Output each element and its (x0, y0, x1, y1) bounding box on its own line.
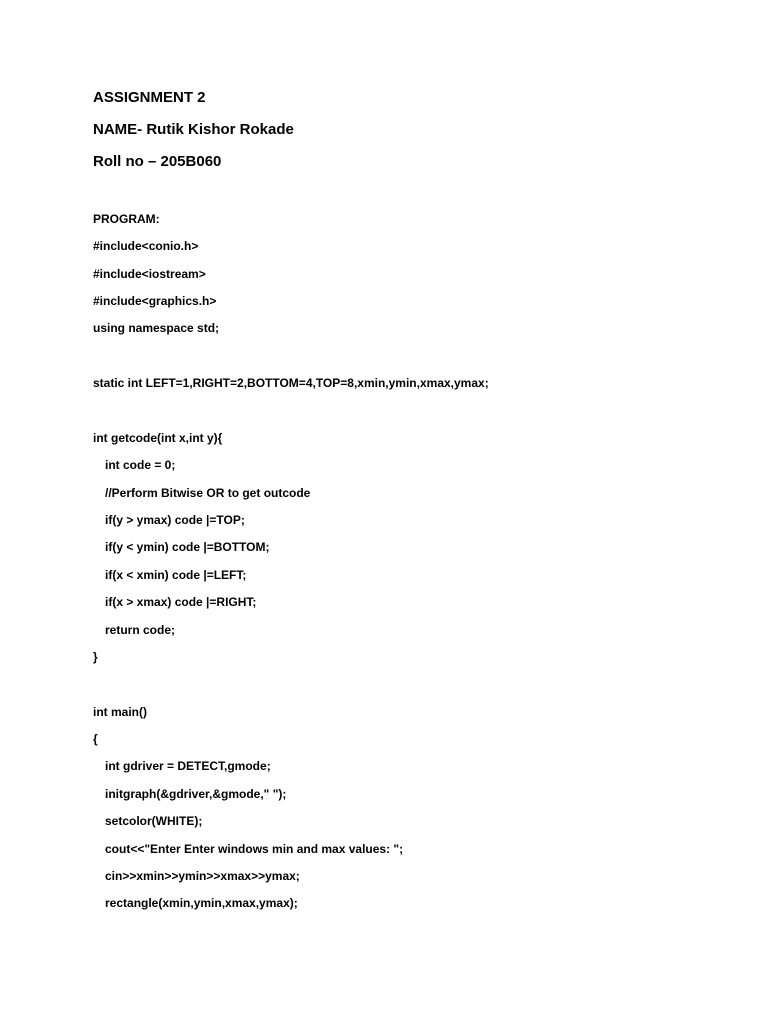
code-line-getcode-signature: int getcode(int x,int y){ (93, 431, 223, 445)
code-line-if-right: if(x > xmax) code |=RIGHT; (105, 595, 257, 609)
code-line-close-brace: } (93, 650, 98, 664)
code-line-namespace: using namespace std; (93, 321, 220, 335)
roll-number: Roll no – 205B060 (93, 153, 222, 170)
code-line-static-decl: static int LEFT=1,RIGHT=2,BOTTOM=4,TOP=8,xmin,ymin,xmax,ymax; (93, 376, 489, 390)
code-line-cout: cout<<"Enter Enter windows min and max values: "; (105, 842, 404, 856)
assignment-title: ASSIGNMENT 2 (93, 89, 206, 106)
code-line-main-signature: int main() (93, 705, 147, 719)
code-line-if-left: if(x < xmin) code |=LEFT; (105, 568, 247, 582)
code-line-include-conio: #include<conio.h> (93, 239, 199, 253)
code-line-if-top: if(y > ymax) code |=TOP; (105, 513, 245, 527)
code-line-if-bottom: if(y < ymin) code |=BOTTOM; (105, 540, 270, 554)
code-line-return: return code; (105, 623, 176, 637)
student-name: NAME- Rutik Kishor Rokade (93, 121, 294, 138)
code-line-initgraph: initgraph(&gdriver,&gmode," "); (105, 787, 287, 801)
code-line-code-init: int code = 0; (105, 458, 176, 472)
code-line-rectangle: rectangle(xmin,ymin,xmax,ymax); (105, 896, 298, 910)
code-line-setcolor: setcolor(WHITE); (105, 814, 203, 828)
code-line-open-brace: { (93, 732, 98, 746)
code-line-include-graphics: #include<graphics.h> (93, 294, 217, 308)
code-line-include-iostream: #include<iostream> (93, 267, 206, 281)
code-line-cin: cin>>xmin>>ymin>>xmax>>ymax; (105, 869, 300, 883)
code-line-gdriver: int gdriver = DETECT,gmode; (105, 759, 271, 773)
code-line-comment: //Perform Bitwise OR to get outcode (105, 486, 311, 500)
program-label: PROGRAM: (93, 212, 160, 226)
